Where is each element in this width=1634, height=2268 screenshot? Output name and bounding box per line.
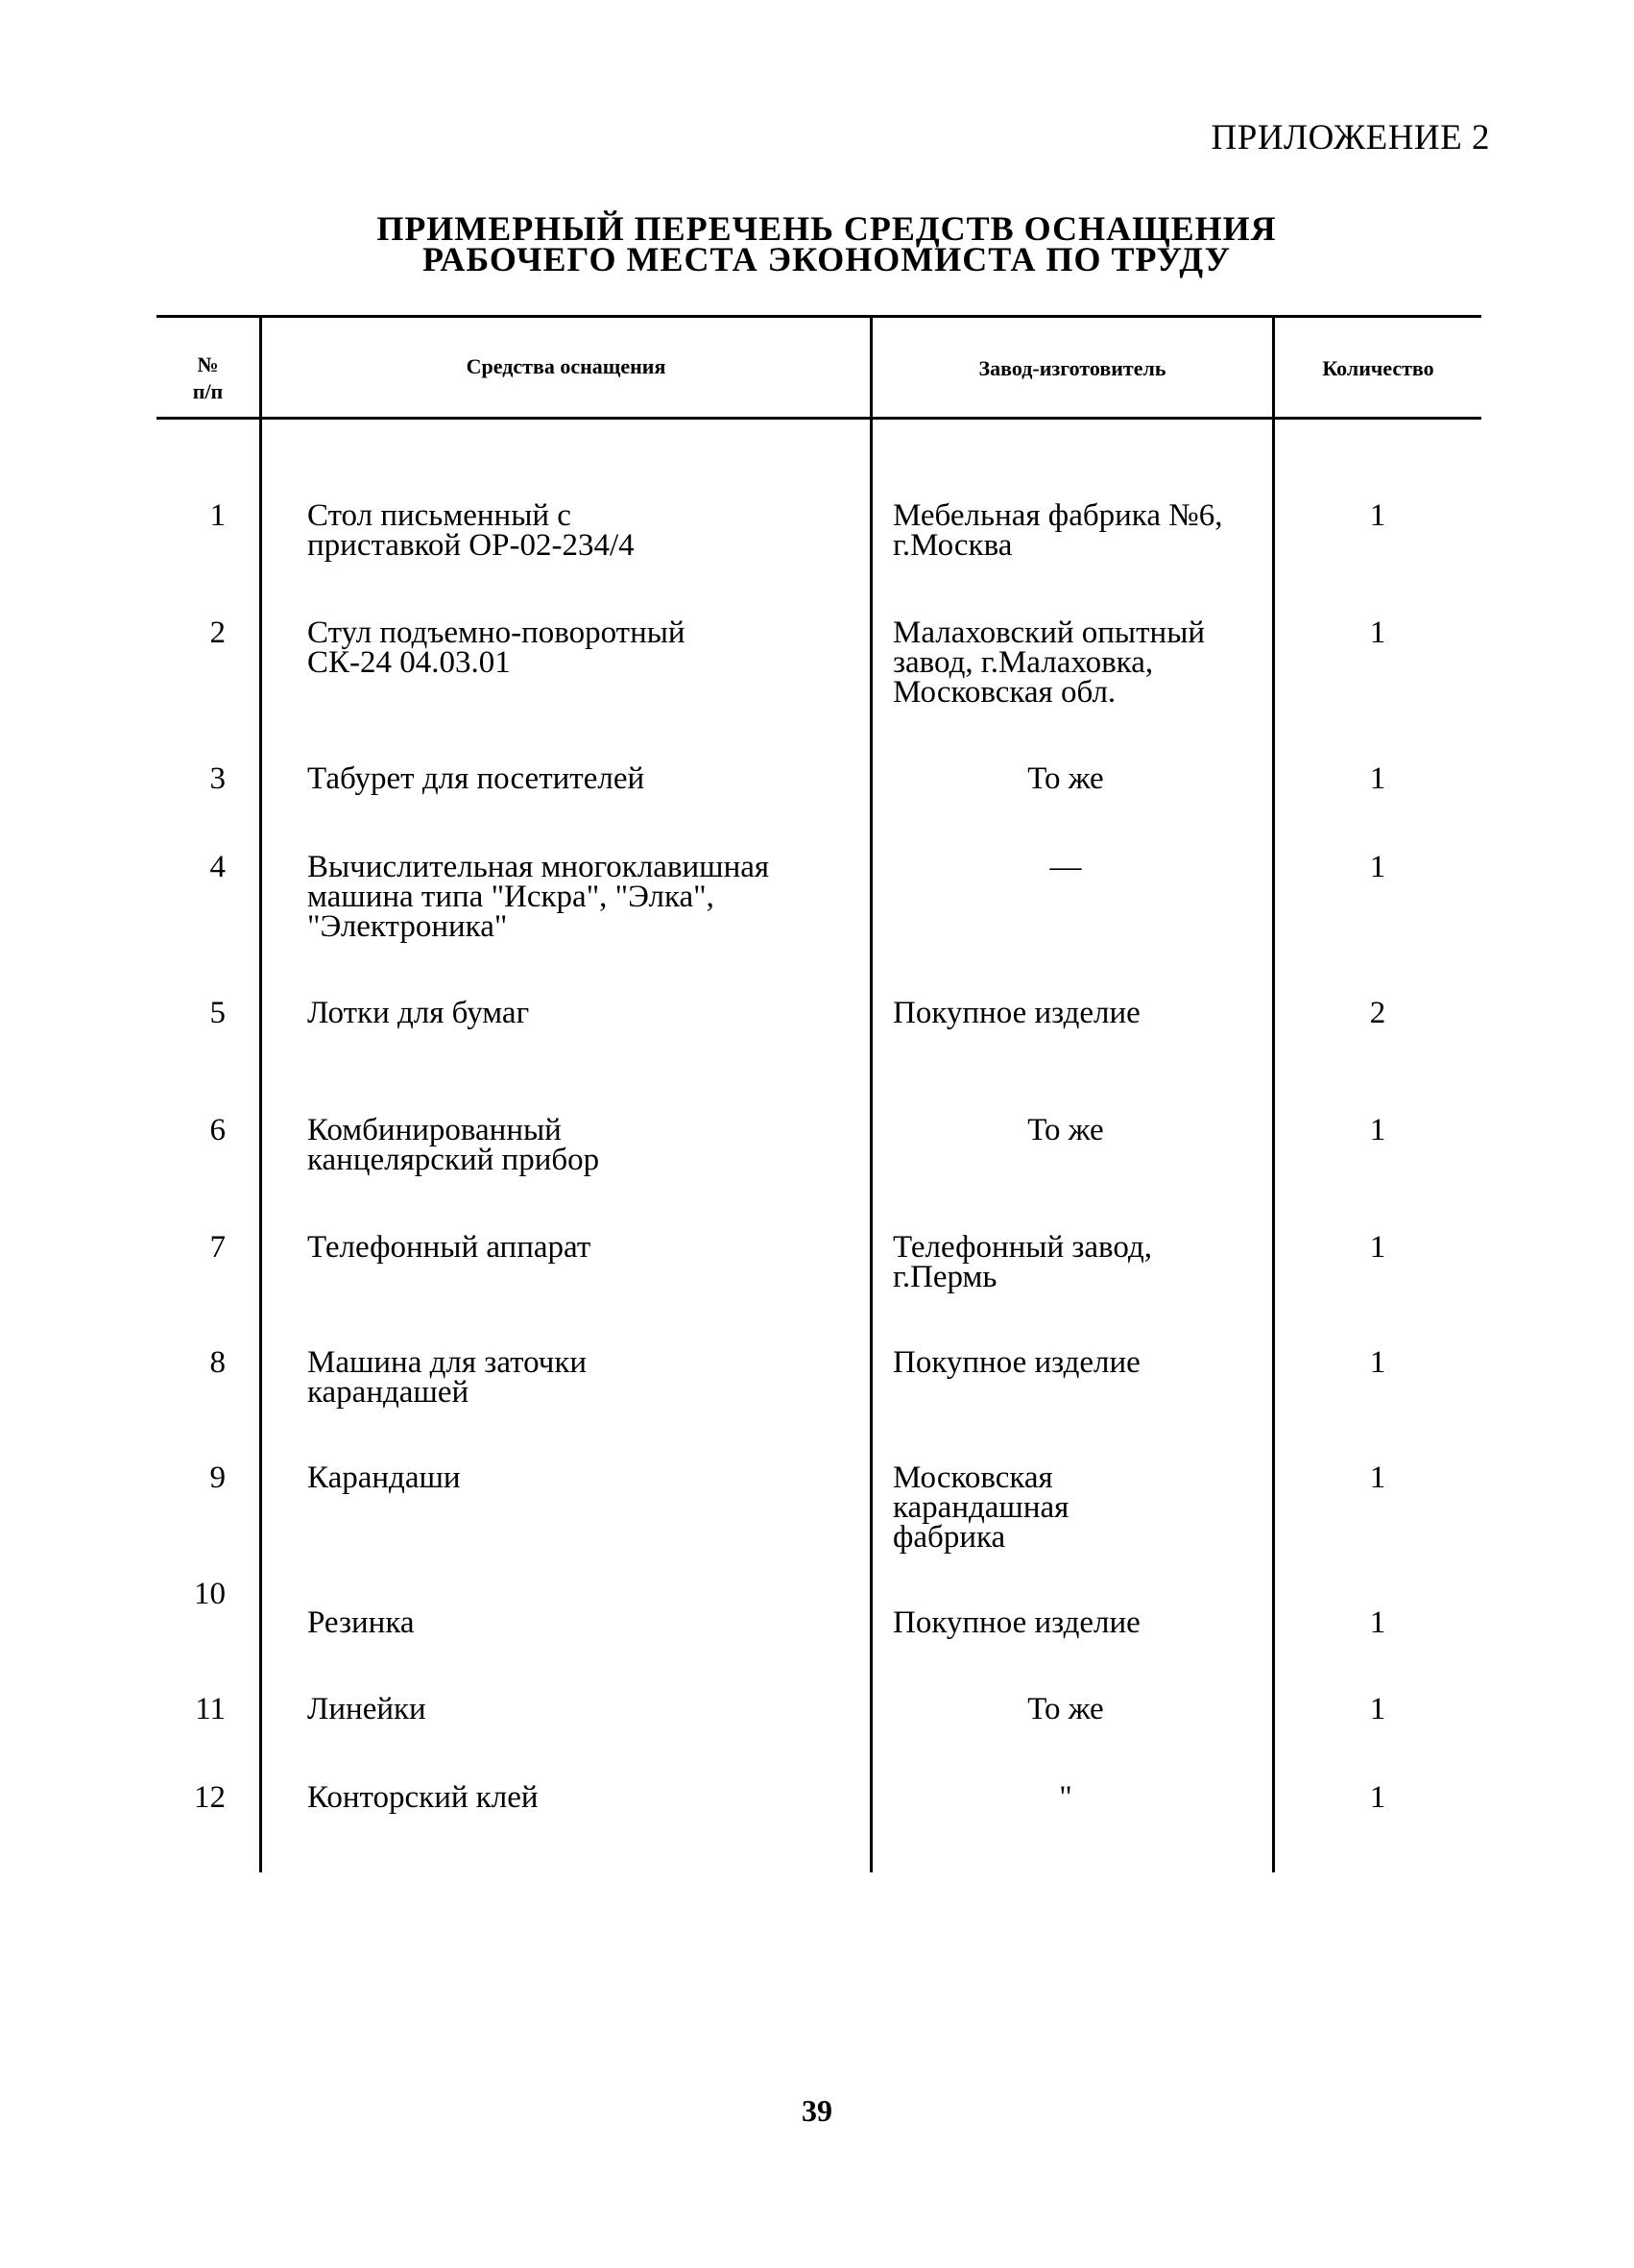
row-number: 8 [209, 1345, 226, 1380]
row-manufacturer [893, 1345, 1277, 1380]
row-manufacturer [893, 1460, 1277, 1555]
equipment-line: Табурет для посетителей [307, 761, 645, 796]
equipment-line: Стол письменный с [307, 498, 571, 533]
row-quantity: 1 [1369, 615, 1386, 650]
row-manufacturer [893, 1605, 1277, 1640]
row-quantity: 1 [1369, 1605, 1386, 1640]
row-number: 2 [209, 615, 226, 650]
manufacturer-line: завод, г.Малаховка, [893, 645, 1154, 680]
manufacturer-line: То же [1027, 1113, 1104, 1147]
manufacturer-line: То же [1027, 761, 1104, 796]
manufacturer-line: " [1059, 1780, 1072, 1815]
manufacturer-line: карандашная [893, 1490, 1069, 1525]
row-manufacturer [893, 498, 1277, 563]
equipment-line: "Электроника" [307, 909, 508, 944]
row-manufacturer [874, 1113, 1258, 1147]
equipment-line: Конторский клей [307, 1780, 539, 1815]
header-number-abbr: п/п [192, 379, 224, 403]
title-line-2: РАБОЧЕГО МЕСТА ЭКОНОМИСТА ПО ТРУДУ [421, 240, 1232, 278]
row-quantity: 1 [1369, 1345, 1386, 1380]
equipment-line: Вычислительная многоклавишная [307, 850, 770, 884]
appendix-label: ПРИЛОЖЕНИЕ 2 [1211, 118, 1490, 157]
row-number: 1 [209, 498, 226, 533]
row-manufacturer [893, 996, 1277, 1030]
row-manufacturer [874, 761, 1258, 796]
row-quantity: 2 [1369, 996, 1386, 1030]
row-quantity: 1 [1369, 1780, 1386, 1815]
manufacturer-line: Мебельная фабрика №6, [893, 498, 1223, 533]
header-number-sign: № [197, 352, 219, 376]
equipment-line: Стул подъемно-поворотный [307, 615, 685, 650]
header-number [156, 351, 259, 405]
manufacturer-line: Покупное изделие [893, 1345, 1141, 1380]
equipment-line: Линейки [307, 1692, 426, 1726]
row-equipment [307, 1113, 874, 1177]
manufacturer-line: Московская обл. [893, 675, 1117, 710]
row-manufacturer [893, 1230, 1277, 1294]
manufacturer-line: То же [1027, 1692, 1104, 1726]
equipment-line: Лотки для бумаг [307, 996, 530, 1030]
row-number: 12 [194, 1780, 226, 1815]
equipment-line: машина типа "Искра", "Элка", [307, 880, 714, 914]
row-number: 7 [209, 1230, 226, 1265]
document-title [0, 209, 1634, 278]
row-equipment [307, 1780, 874, 1815]
equipment-line: Резинка [307, 1605, 415, 1640]
row-equipment [307, 1460, 874, 1495]
table-top-rule [156, 315, 1481, 318]
column-divider-1 [259, 317, 262, 1872]
row-equipment [307, 761, 874, 796]
equipment-line: Машина для заточки [307, 1345, 588, 1380]
manufacturer-line: г.Москва [893, 528, 1013, 563]
row-number: 5 [209, 996, 226, 1030]
row-quantity: 1 [1369, 1460, 1386, 1495]
table-header-rule [156, 417, 1481, 420]
row-quantity: 1 [1369, 1230, 1386, 1265]
row-equipment [307, 850, 874, 944]
manufacturer-line: — [1049, 850, 1082, 884]
row-equipment [307, 996, 874, 1030]
row-equipment [307, 1230, 874, 1265]
manufacturer-line: г.Пермь [893, 1260, 997, 1294]
row-quantity: 1 [1369, 1113, 1386, 1147]
equipment-line: Комбинированный [307, 1113, 562, 1147]
manufacturer-line: Покупное изделие [893, 996, 1141, 1030]
row-manufacturer [874, 1692, 1258, 1726]
page-number: 39 [802, 2093, 832, 2128]
row-equipment [307, 1345, 874, 1410]
row-manufacturer [874, 850, 1258, 884]
row-quantity: 1 [1369, 761, 1386, 796]
equipment-line: приставкой ОР-02-234/4 [307, 528, 635, 563]
row-equipment [307, 498, 874, 563]
header-quantity: Количество [1322, 356, 1434, 380]
equipment-line: Телефонный аппарат [307, 1230, 591, 1265]
row-quantity: 1 [1369, 498, 1386, 533]
row-manufacturer [893, 615, 1277, 710]
row-number: 3 [209, 761, 226, 796]
manufacturer-line: Малаховский опытный [893, 615, 1206, 650]
title-line-1: ПРИМЕРНЫЙ ПЕРЕЧЕНЬ СРЕДСТВ ОСНАЩЕНИЯ [376, 209, 1277, 248]
equipment-line: Карандаши [307, 1460, 461, 1495]
row-number: 11 [195, 1692, 226, 1726]
row-quantity: 1 [1369, 1692, 1386, 1726]
header-equipment: Средства оснащения [466, 354, 666, 378]
row-equipment [307, 1692, 874, 1726]
manufacturer-line: фабрика [893, 1520, 1006, 1555]
header-manufacturer: Завод-изготовитель [978, 356, 1166, 380]
equipment-line: канцелярский прибор [307, 1143, 600, 1177]
manufacturer-line: Московская [893, 1460, 1053, 1495]
equipment-line: карандашей [307, 1375, 469, 1410]
equipment-line: СК-24 04.03.01 [307, 645, 511, 680]
row-number: 9 [209, 1460, 226, 1495]
row-quantity: 1 [1369, 850, 1386, 884]
row-number: 10 [194, 1577, 226, 1611]
row-equipment [307, 615, 874, 680]
row-number: 4 [209, 850, 226, 884]
row-equipment [307, 1605, 874, 1640]
manufacturer-line: Телефонный завод, [893, 1230, 1152, 1265]
manufacturer-line: Покупное изделие [893, 1605, 1141, 1640]
row-manufacturer [874, 1780, 1258, 1815]
row-number: 6 [209, 1113, 226, 1147]
